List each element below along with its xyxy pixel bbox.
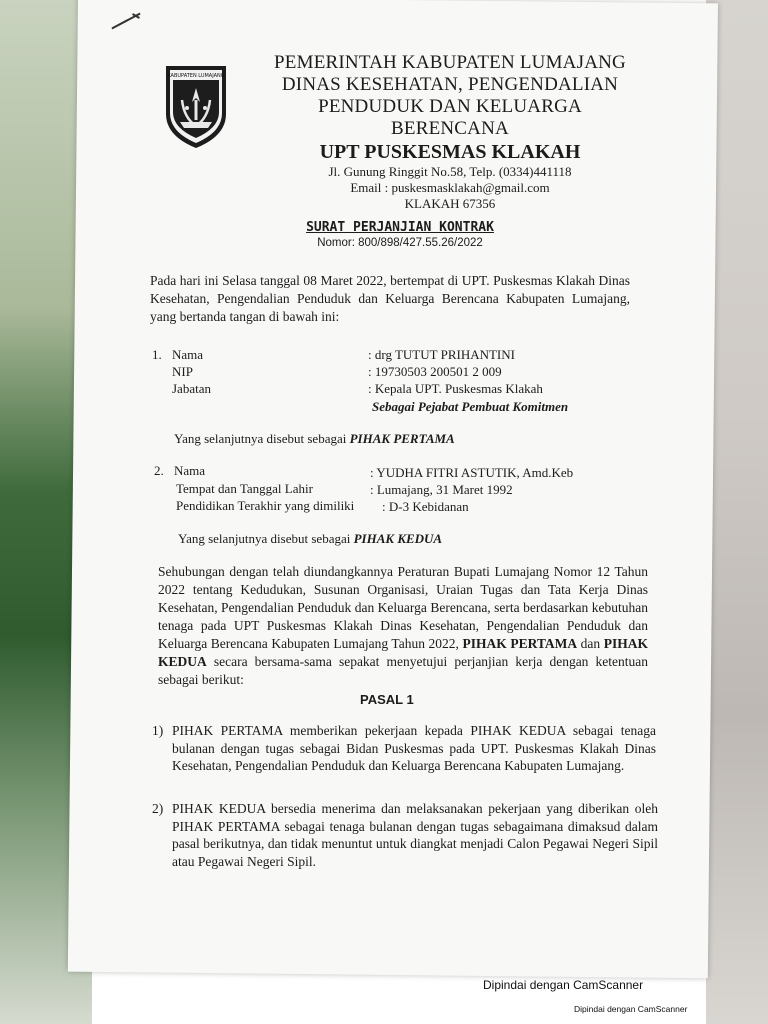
party1-role: Sebagai Pejabat Pembuat Komitmen	[372, 399, 569, 414]
party1-nip-value: : 19730503 200501 2 009	[368, 364, 502, 379]
item-text: PIHAK KEDUA bersedia menerima dan melaksanakan pekerjaan yang diberikan oleh PIHAK PERTAMA sebagai tenaga bulanan dengan tugas sebagaimana dimaksud dalam pasal berikutnya, dan tidak menuntut untuk diangkat menjadi Calon Pegawai Negeri Sipil atau Pegawai Negeri Sipil.	[172, 801, 658, 869]
scanner-watermark-small: Dipindai dengan CamScanner	[574, 1004, 688, 1014]
letterhead-agency-cont: PENDUDUK DAN KELUARGA BERENCANA	[318, 96, 582, 139]
letterhead-email: Email : puskesmasklakah@gmail.com	[350, 180, 550, 195]
document-title-block	[200, 220, 600, 249]
letterhead-government: PEMERINTAH KABUPATEN LUMAJANG	[274, 52, 626, 73]
emblem-text: KABUPATEN LUMAJANG	[167, 73, 225, 79]
party2-edu-label: Pendidikan Terakhir yang dimiliki	[176, 498, 355, 513]
whereas-paragraph	[158, 563, 648, 689]
letterhead	[270, 52, 630, 212]
party2-edu-value: : D-3 Kebidanan	[382, 499, 469, 514]
item-number: 1)	[152, 723, 164, 738]
party1-number: 1.	[152, 347, 162, 362]
party1-jabatan-value: : Kepala UPT. Puskesmas Klakah	[368, 381, 543, 396]
party2-ttl-label: Tempat dan Tanggal Lahir	[176, 481, 313, 496]
letterhead-agency: DINAS KESEHATAN, PENGENDALIAN	[281, 74, 619, 95]
party1-jabatan-label: Jabatan	[172, 381, 211, 396]
scanner-watermark: Dipindai dengan CamScanner	[483, 978, 644, 992]
party1-designation	[174, 430, 455, 447]
party2-designation	[178, 530, 442, 547]
designation-prefix: Yang selanjutnya disebut sebagai	[174, 431, 350, 446]
document-number: Nomor: 800/898/427.55.26/2022	[317, 237, 483, 249]
party2-number: 2.	[154, 463, 164, 478]
party1-name-value: : drg TUTUT PRIHANTINI	[368, 347, 515, 362]
whereas-text: Sehubungan dengan telah diundangkannya Peraturan Bupati Lumajang Nomor 12 Tahun 2022 tentang Kedudukan, Susunan Organisasi, Uraian Tugas dan Tata Kerja Dinas Kesehatan, Pengendalian Penduduk dan Keluarga Berencana, serta berdasarkan kebutuhan tenaga pada UPT Puskesmas Klakah Dinas Kesehatan, Pengendalian Penduduk dan Keluarga Berencana Kabupaten Lumajang Tahun 2022,	[158, 564, 648, 651]
item-text: PIHAK PERTAMA memberikan pekerjaan kepada PIHAK KEDUA sebagai tenaga bulanan dengan tugas sebagai Bidan Puskesmas pada UPT. Puskesmas Klakah Dinas Kesehatan, Pengendalian Penduduk dan Keluarga Berencana Kabupaten Lumajang.	[172, 723, 656, 773]
document-title: SURAT PERJANJIAN KONTRAK	[306, 220, 494, 235]
designation-pihak-kedua: PIHAK KEDUA	[353, 531, 443, 546]
pasal-1-item	[152, 800, 658, 872]
pasal-1-item	[152, 722, 656, 794]
letterhead-postal: KLAKAH 67356	[404, 196, 496, 211]
pasal-1-heading: PASAL 1	[360, 692, 414, 707]
party2-name-label: Nama	[174, 463, 206, 478]
intro-paragraph: Pada hari ini Selasa tanggal 08 Maret 2022, bertempat di UPT. Puskesmas Klakah Dinas Kesehatan, Pengendalian Penduduk dan Keluarga Berencana Kabupaten Lumajang, yang bertanda tangan di bawah ini:	[150, 273, 630, 324]
designation-prefix: Yang selanjutnya disebut sebagai	[178, 531, 354, 546]
party2-ttl-value: : Lumajang, 31 Maret 1992	[370, 482, 513, 497]
party2-name-value: : YUDHA FITRI ASTUTIK, Amd.Keb	[370, 465, 574, 480]
whereas-conjunction: dan	[577, 636, 604, 651]
party1-nip-label: NIP	[172, 364, 193, 379]
regency-emblem-icon	[160, 62, 232, 150]
item-number: 2)	[152, 801, 164, 816]
whereas-pihak-pertama: PIHAK PERTAMA	[462, 636, 578, 651]
letterhead-unit: UPT PUSKESMAS KLAKAH	[319, 141, 581, 163]
designation-pihak-pertama: PIHAK PERTAMA	[349, 431, 455, 446]
whereas-pihak-kedua: PIHAK KEDUA	[158, 636, 648, 669]
party1-name-label: Nama	[172, 347, 204, 362]
letterhead-address: Jl. Gunung Ringgit No.58, Telp. (0334)441118	[328, 164, 572, 179]
whereas-text-end: secara bersama-sama sepakat menyetujui perjanjian kerja dengan ketentuan sebagai berikut:	[158, 654, 648, 687]
